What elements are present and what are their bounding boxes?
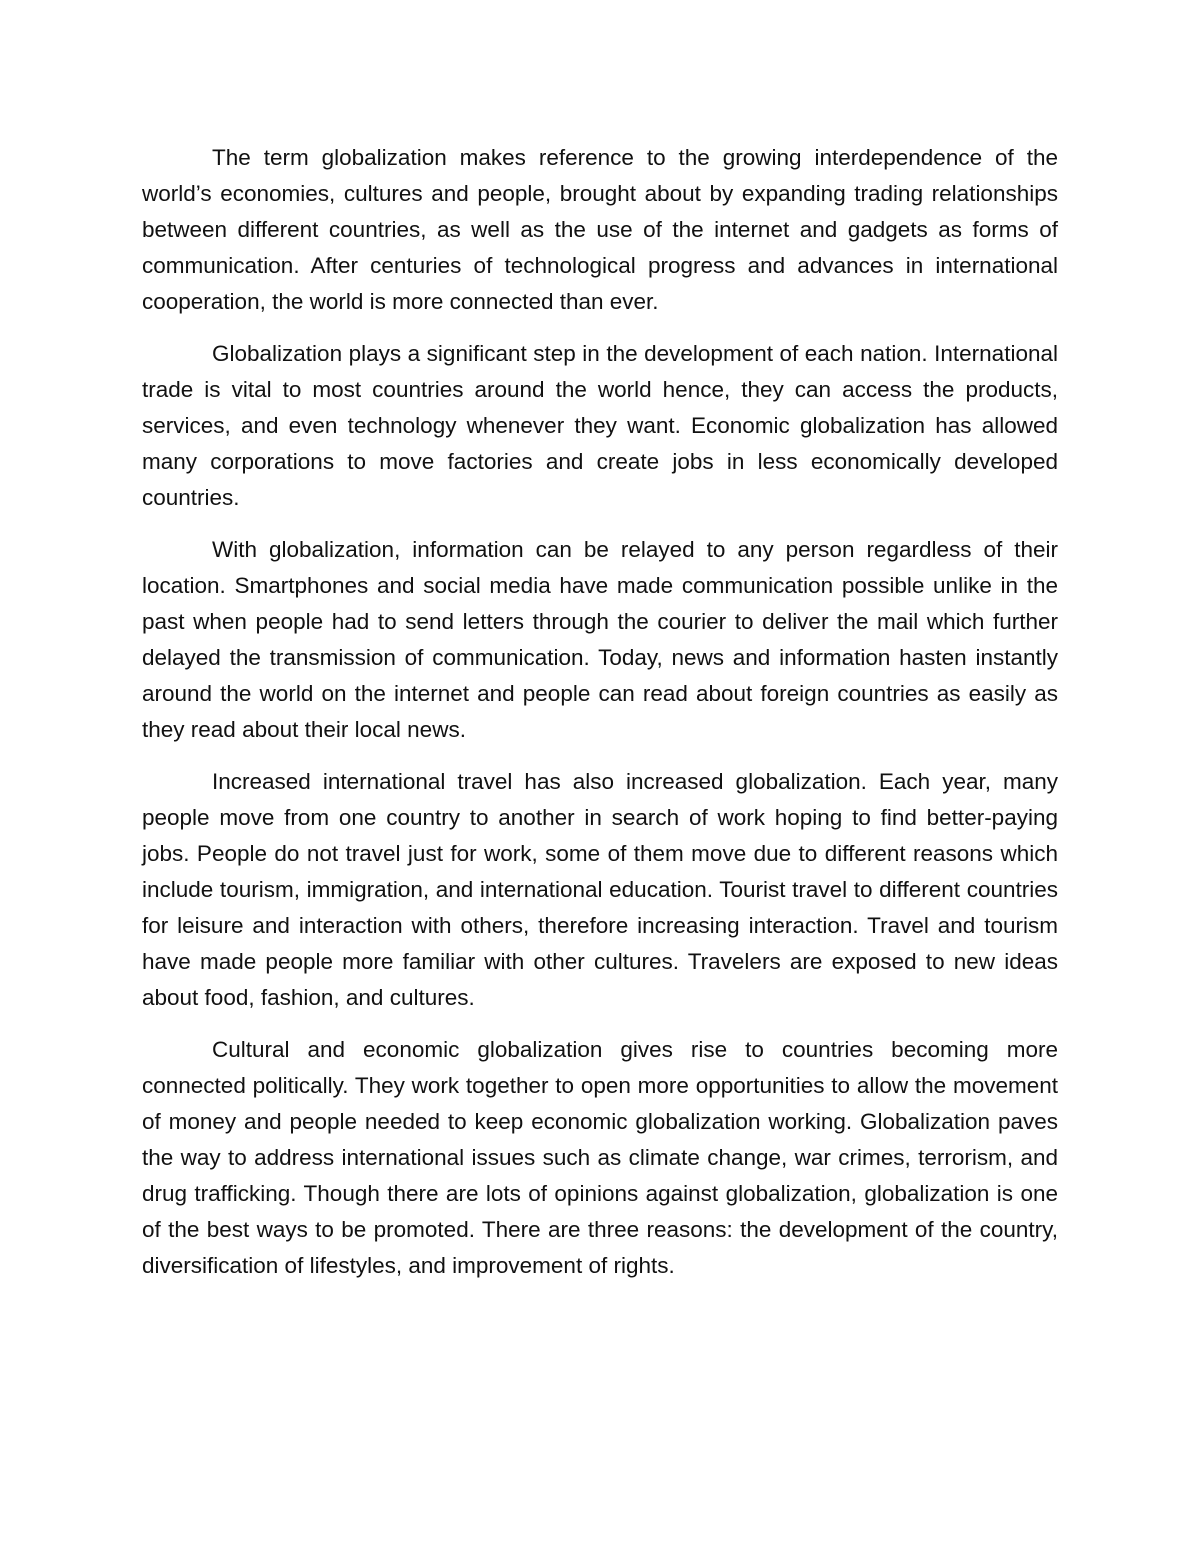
paragraph-1: The term globalization makes reference to the growing interdependence of the world’s economies, cultures and people, brought about by expanding trading relationships between different countries, as well as the use of the internet and gadgets as forms of communication. After centuries of technological progress and advances in international cooperation, the world is more connected than ever. (142, 145, 1058, 314)
paragraph-2: Globalization plays a significant step in the development of each nation. International trade is vital to most countries around the world hence, they can access the products, services, and even technology whenever they want. Economic globalization has allowed many corporations to move factories and create jobs in less economically developed countries. (142, 341, 1058, 510)
paragraph-4: Increased international travel has also increased globalization. Each year, many people move from one country to another in search of work hoping to find better-paying jobs. People do not travel just for work, some of them move due to different reasons which include tourism, immigration, and international education. Tourist travel to different countries for leisure and interaction with others, therefore increasing interaction. Travel and tourism have made people more familiar with other cultures. Travelers are exposed to new ideas about food, fashion, and cultures. (142, 769, 1058, 1010)
paragraph-5: Cultural and economic globalization gives rise to countries becoming more connected politically. They work together to open more opportunities to allow the movement of money and people needed to keep economic globalization working. Globalization paves the way to address international issues such as climate change, war crimes, terrorism, and drug trafficking. Though there are lots of opinions against globalization, globalization is one of the best ways to be promoted. There are three reasons: the development of the country, diversification of lifestyles, and improvement of rights. (142, 1037, 1058, 1278)
paragraph-3: With globalization, information can be relayed to any person regardless of their location. Smartphones and social media have made communication possible unlike in the past when people had to send letters through the courier to deliver the mail which further delayed the transmission of communication. Today, news and information hasten instantly around the world on the internet and people can read about foreign countries as easily as they read about their local news. (142, 537, 1058, 742)
document-body (142, 140, 1058, 1284)
